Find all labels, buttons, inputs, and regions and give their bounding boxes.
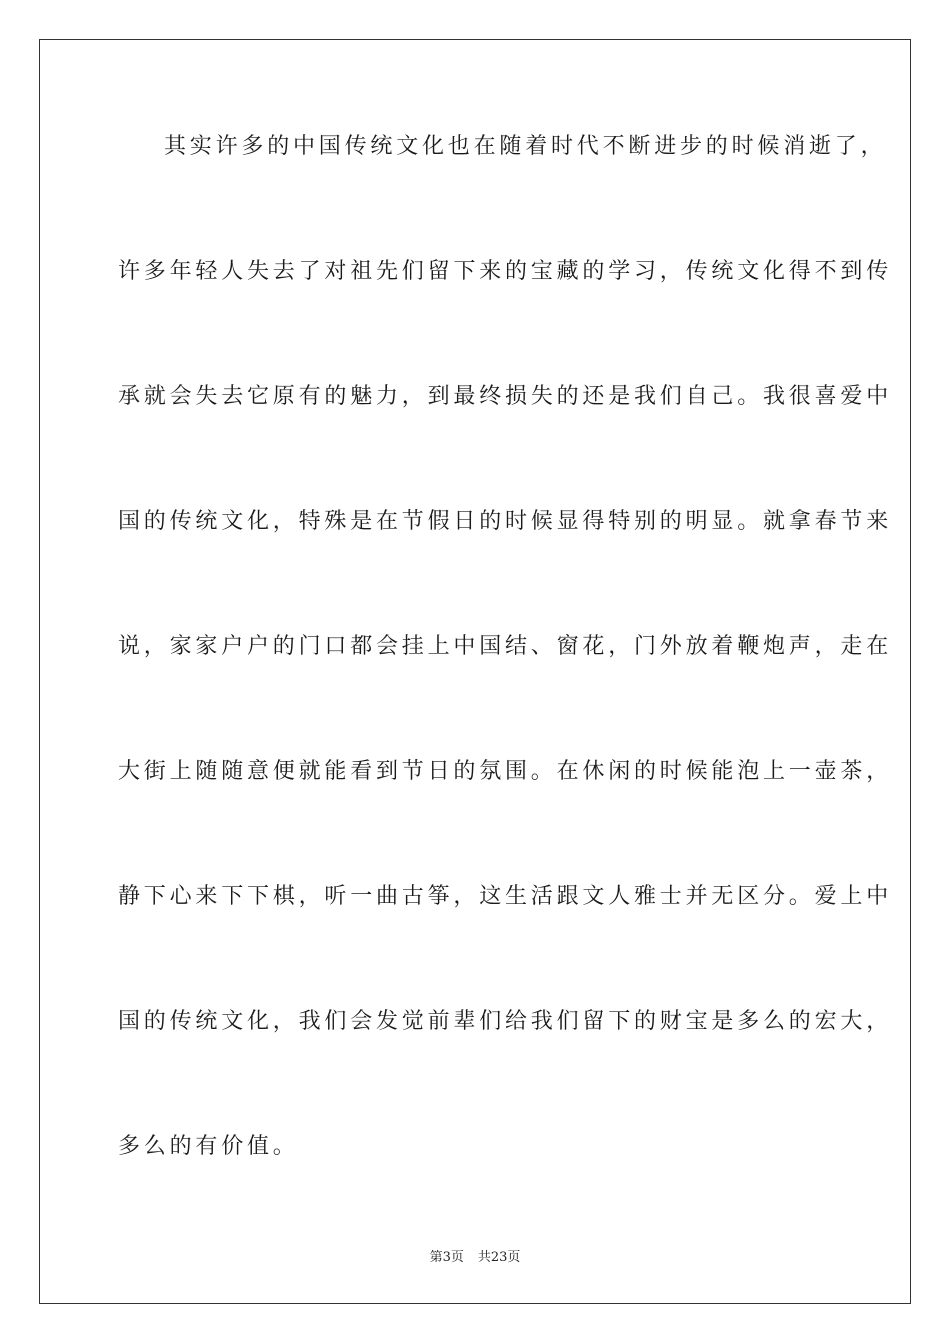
text-line: 静下心来下下棋，听一曲古筝，这生活跟文人雅士并无区分。爱上中 (118, 884, 893, 909)
total-pages: 共23页 (477, 1250, 521, 1265)
text-line: 承就会失去它原有的魅力，到最终损失的还是我们自己。我很喜爱中 (118, 384, 893, 409)
text-line: 大街上随随意便就能看到节日的氛围。在休闲的时候能泡上一壶茶， (118, 759, 893, 784)
text-line: 许多年轻人失去了对祖先们留下来的宝藏的学习，传统文化得不到传 (118, 259, 893, 284)
page-number: 第3页 (429, 1250, 464, 1265)
text-line: 说，家家户户的门口都会挂上中国结、窗花，门外放着鞭炮声，走在 (118, 634, 893, 659)
text-line: 国的传统文化，我们会发觉前辈们给我们留下的财宝是多么的宏大， (118, 1009, 893, 1034)
text-line: 其实许多的中国传统文化也在随着时代不断进步的时候消逝了， (164, 134, 887, 159)
text-line: 多么的有价值。 (118, 1134, 299, 1159)
body-text (118, 128, 893, 1253)
page-footer (0, 1246, 950, 1265)
text-line: 国的传统文化，特殊是在节假日的时候显得特别的明显。就拿春节来 (118, 509, 893, 534)
